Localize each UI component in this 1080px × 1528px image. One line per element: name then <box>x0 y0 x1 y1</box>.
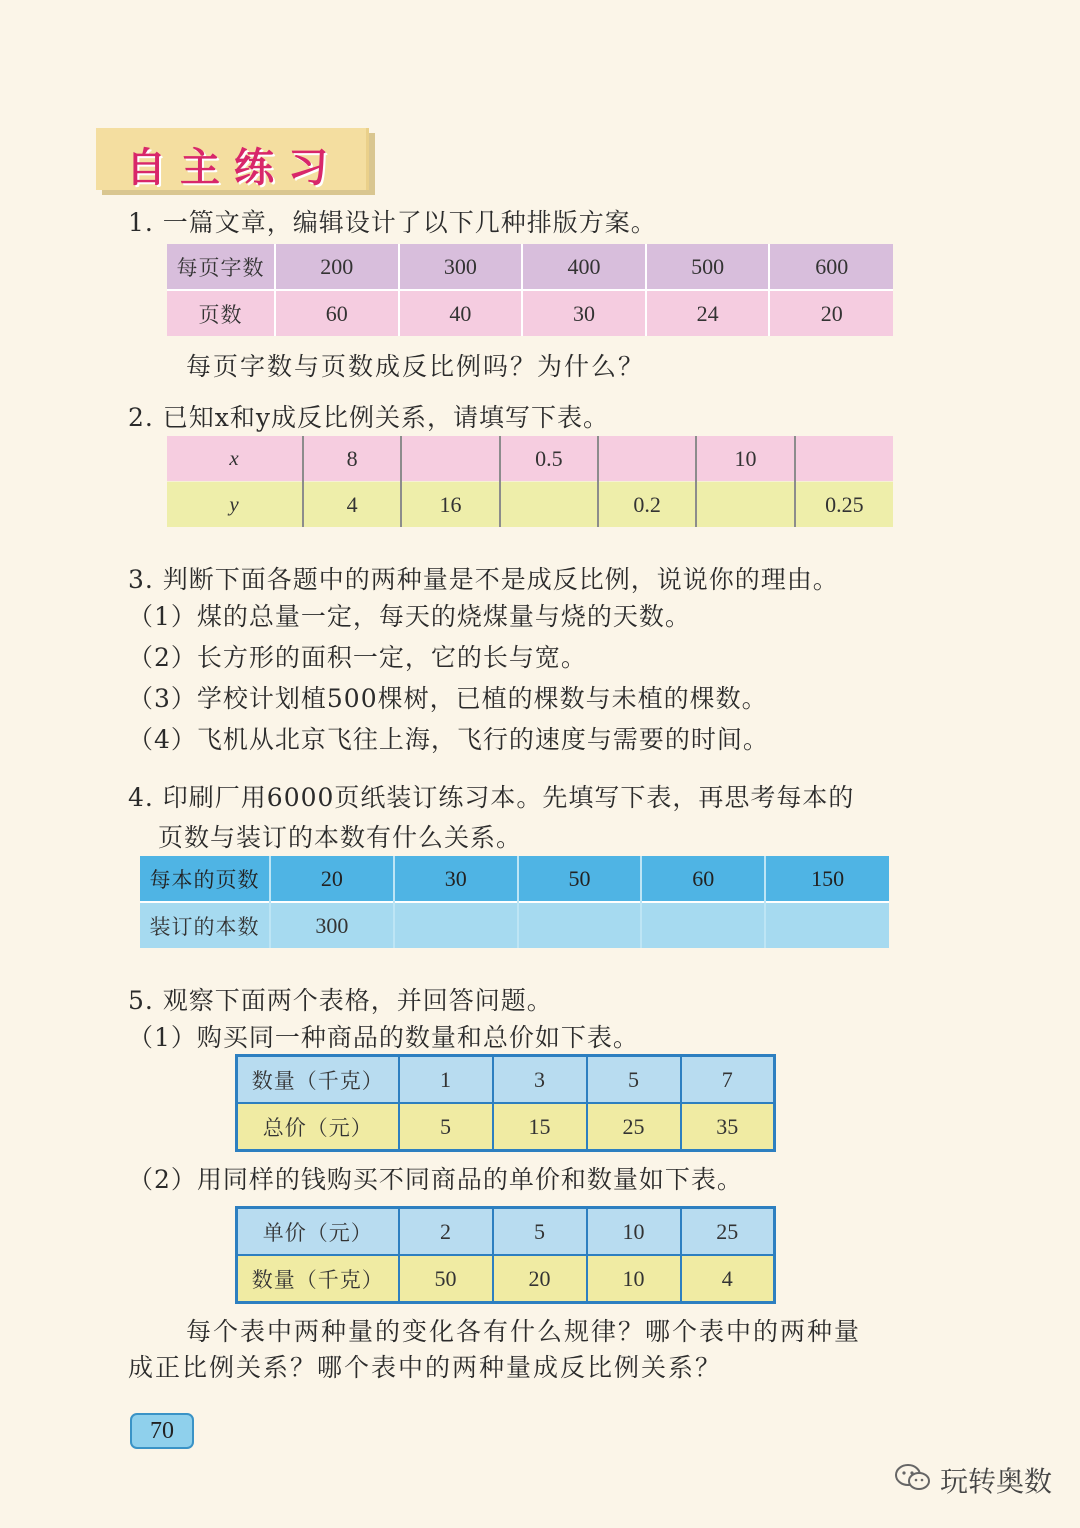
table-cell: 20 <box>769 290 893 336</box>
table-cell: 5 <box>399 1103 493 1151</box>
table-cell: 16 <box>401 482 499 528</box>
table-cell <box>500 482 598 528</box>
table-cell: 10 <box>587 1208 681 1256</box>
table-q5-1-row2-label: 总价（元） <box>237 1103 399 1151</box>
table-cell <box>518 902 642 948</box>
question-4-line2: 页数与装订的本数有什么关系。 <box>158 823 523 852</box>
table-cell: 0.2 <box>598 482 696 528</box>
table-cell: 400 <box>522 244 646 290</box>
table-cell: 40 <box>399 290 523 336</box>
table-cell: 30 <box>522 290 646 336</box>
table-cell: 0.5 <box>500 436 598 482</box>
table-cell: 200 <box>275 244 399 290</box>
table-cell: 24 <box>646 290 770 336</box>
table-cell <box>795 436 893 482</box>
table-cell: 5 <box>493 1208 587 1256</box>
table-q4 <box>140 856 889 948</box>
table-cell: 4 <box>303 482 401 528</box>
table-q5-2-row2-label: 数量（千克） <box>237 1255 399 1303</box>
question-3: 3. 判断下面各题中的两种量是不是成反比例，说说你的理由。 <box>128 565 839 594</box>
table-cell: 1 <box>399 1056 493 1104</box>
section-title: 自主练习 <box>126 144 342 191</box>
question-5-sub2: （2）用同样的钱购买不同商品的单价和数量如下表。 <box>128 1165 743 1194</box>
table-cell: 60 <box>275 290 399 336</box>
table-cell <box>401 436 499 482</box>
table-cell: 150 <box>765 856 889 902</box>
table-cell: 30 <box>394 856 518 902</box>
question-5-prompt-line2: 成正比例关系？哪个表中的两种量成反比例关系？ <box>128 1353 723 1382</box>
question-3-item: （4）飞机从北京飞往上海，飞行的速度与需要的时间。 <box>128 725 769 754</box>
table-cell: 20 <box>493 1255 587 1303</box>
table-cell: 500 <box>646 244 770 290</box>
table-cell: 15 <box>493 1103 587 1151</box>
table-cell <box>696 482 794 528</box>
table-cell <box>598 436 696 482</box>
table-cell: 300 <box>399 244 523 290</box>
table-cell: 5 <box>587 1056 681 1104</box>
question-3-item: （1）煤的总量一定，每天的烧煤量与烧的天数。 <box>128 602 691 631</box>
table-q5-2-row1-label: 单价（元） <box>237 1208 399 1256</box>
table-cell: 600 <box>769 244 893 290</box>
question-5-sub1: （1）购买同一种商品的数量和总价如下表。 <box>128 1023 639 1052</box>
table-cell: 20 <box>270 856 394 902</box>
table-cell <box>394 902 518 948</box>
table-cell: 35 <box>681 1103 775 1151</box>
table-cell <box>765 902 889 948</box>
table-cell: 25 <box>681 1208 775 1256</box>
table-q5-1 <box>235 1054 776 1152</box>
question-1: 1. 一篇文章，编辑设计了以下几种排版方案。 <box>128 208 657 237</box>
table-cell <box>641 902 765 948</box>
table-q2-row2-label: y <box>167 482 303 528</box>
page-number: 70 <box>130 1413 194 1449</box>
table-cell: 300 <box>270 902 394 948</box>
table-q1 <box>167 244 893 336</box>
table-cell: 10 <box>696 436 794 482</box>
question-2: 2. 已知x和y成反比例关系，请填写下表。 <box>128 403 610 432</box>
question-3-item: （2）长方形的面积一定，它的长与宽。 <box>128 643 587 672</box>
table-cell: 2 <box>399 1208 493 1256</box>
table-q5-2 <box>235 1206 776 1304</box>
table-q1-row1-label: 每页字数 <box>167 244 275 290</box>
question-5-prompt-line1: 每个表中两种量的变化各有什么规律？哪个表中的两种量 <box>186 1317 862 1346</box>
table-q4-row2-label: 装订的本数 <box>140 902 270 948</box>
table-cell: 3 <box>493 1056 587 1104</box>
table-q5-1-row1-label: 数量（千克） <box>237 1056 399 1104</box>
table-q1-row2-label: 页数 <box>167 290 275 336</box>
table-cell: 4 <box>681 1255 775 1303</box>
table-cell: 0.25 <box>795 482 893 528</box>
wechat-icon <box>893 1462 933 1494</box>
question-3-item: （3）学校计划植500棵树，已植的棵数与未植的棵数。 <box>128 684 768 713</box>
table-cell: 50 <box>399 1255 493 1303</box>
question-4-line1: 4. 印刷厂用6000页纸装订练习本。先填写下表，再思考每本的 <box>128 783 855 812</box>
table-cell: 60 <box>641 856 765 902</box>
question-1-prompt: 每页字数与页数成反比例吗？为什么？ <box>186 352 646 381</box>
table-cell: 8 <box>303 436 401 482</box>
table-cell: 50 <box>518 856 642 902</box>
table-q2 <box>167 436 893 527</box>
table-cell: 7 <box>681 1056 775 1104</box>
table-cell: 10 <box>587 1255 681 1303</box>
table-q4-row1-label: 每本的页数 <box>140 856 270 902</box>
watermark-text: 玩转奥数 <box>940 1465 1053 1498</box>
table-q2-row1-label: x <box>167 436 303 482</box>
question-5: 5. 观察下面两个表格，并回答问题。 <box>128 986 553 1015</box>
table-cell: 25 <box>587 1103 681 1151</box>
